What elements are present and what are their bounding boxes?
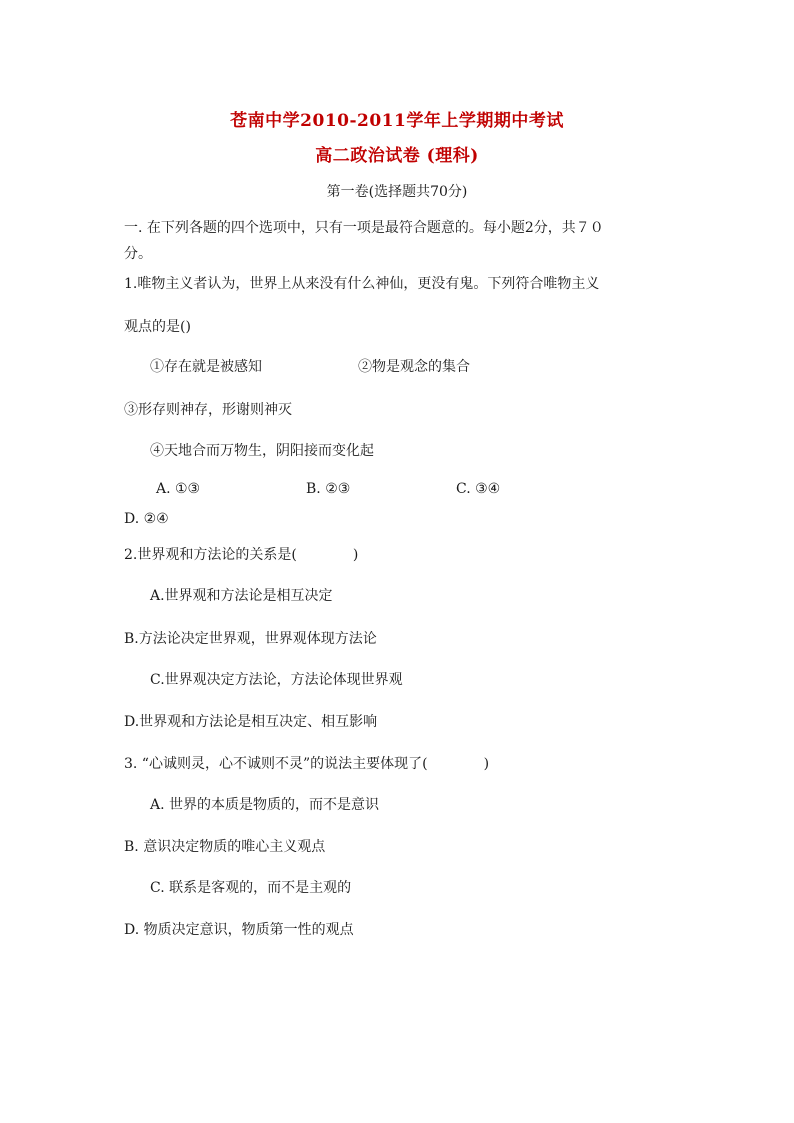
question-1-option-a: A. ①③ <box>156 481 201 497</box>
exam-title: 苍南中学2010-2011学年上学期期中考试 <box>230 111 564 131</box>
section-instruction-line2: 分。 <box>124 246 152 262</box>
question-2-option-c: C.世界观决定方法论，方法论体现世界观 <box>150 672 403 688</box>
question-1-stem-line1: 1.唯物主义者认为，世界上从来没有什么神仙，更没有鬼。下列符合唯物主义 <box>124 276 600 292</box>
question-1-option-d: D. ②④ <box>124 511 169 527</box>
question-3-stem: 3. “心诚则灵，心不诚则不灵”的说法主要体现了( ) <box>124 756 490 772</box>
question-3-option-a: A. 世界的本质是物质的，而不是意识 <box>150 797 380 813</box>
question-1-item-3: ③形存则神存，形谢则神灭 <box>124 402 292 418</box>
question-1-stem-line2: 观点的是() <box>124 319 191 335</box>
section-instruction-line1: 一. 在下列各题的四个选项中，只有一项是最符合题意的。每小题2分，共７０ <box>124 220 604 236</box>
question-2-option-d: D.世界观和方法论是相互决定、相互影响 <box>124 714 378 730</box>
question-1-option-c: C. ③④ <box>456 481 501 497</box>
question-3-option-b: B. 意识决定物质的唯心主义观点 <box>124 839 326 855</box>
question-1-item-2: ②物是观念的集合 <box>358 359 470 375</box>
question-3-option-d: D. 物质决定意识，物质第一性的观点 <box>124 922 354 938</box>
section-label: 第一卷(选择题共70分) <box>326 184 468 200</box>
question-2-option-b: B.方法论决定世界观，世界观体现方法论 <box>124 631 377 647</box>
question-2-option-a: A.世界观和方法论是相互决定 <box>150 588 333 604</box>
exam-subtitle: 高二政治试卷 (理科) <box>315 146 479 166</box>
question-1-item-4: ④天地合而万物生，阴阳接而变化起 <box>150 443 374 459</box>
question-1-option-b: B. ②③ <box>306 481 351 497</box>
question-2-stem: 2.世界观和方法论的关系是( ) <box>124 547 359 563</box>
question-1-item-1: ①存在就是被感知 <box>150 359 262 375</box>
question-3-option-c: C. 联系是客观的，而不是主观的 <box>150 880 352 896</box>
